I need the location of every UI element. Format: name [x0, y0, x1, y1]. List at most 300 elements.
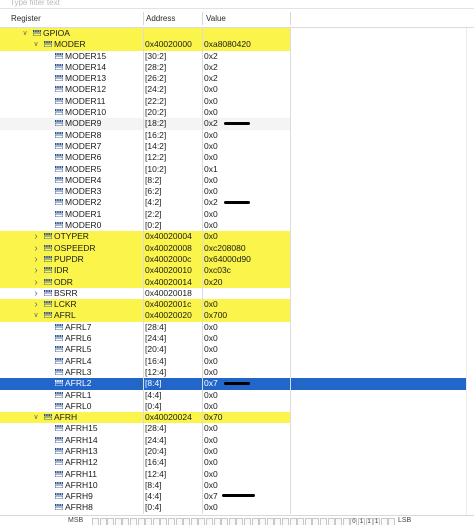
column-gridline	[202, 39, 203, 50]
register-name: MODER10	[65, 107, 107, 118]
tree-row[interactable]	[0, 412, 474, 423]
register-address: 0x40020000	[145, 39, 192, 50]
bitfield-icon	[55, 75, 63, 81]
register-name: MODER6	[65, 152, 102, 163]
tree-row[interactable]	[0, 164, 474, 175]
register-value[interactable]: 0x0	[204, 129, 218, 140]
register-name-cell	[0, 299, 143, 310]
bit-cell[interactable]	[229, 518, 236, 525]
register-address: [4:4]	[145, 389, 162, 400]
column-gridline	[202, 186, 203, 197]
tree-row[interactable]	[0, 344, 474, 355]
register-name-cell	[0, 186, 143, 197]
register-name-cell	[0, 84, 143, 95]
expand-chevron-icon[interactable]: ›	[34, 299, 38, 311]
register-value[interactable]: 0x0	[204, 434, 218, 445]
tree-row[interactable]	[0, 446, 474, 457]
column-gridline	[143, 333, 144, 344]
tree-row[interactable]	[0, 186, 474, 197]
register-name-cell	[0, 197, 143, 208]
tree-row[interactable]	[0, 367, 474, 378]
filter-input[interactable]	[10, 0, 310, 8]
column-gridline	[143, 73, 144, 84]
column-gridline	[290, 209, 291, 220]
register-icon	[44, 256, 52, 262]
register-value[interactable]: 0x0	[204, 344, 218, 355]
register-name: MODER14	[65, 61, 107, 72]
bit-cell[interactable]	[305, 518, 312, 525]
column-gridline	[143, 209, 144, 220]
register-icon	[44, 41, 52, 47]
register-value[interactable]: 0x2	[204, 197, 218, 208]
register-name-cell	[0, 401, 143, 412]
bit-cell[interactable]	[191, 518, 198, 525]
column-gridline	[143, 457, 144, 468]
column-gridline	[143, 446, 144, 457]
register-address: [4:2]	[145, 197, 162, 208]
column-gridline	[202, 356, 203, 367]
register-name: AFRH14	[65, 434, 98, 445]
register-address: 0x40020018	[145, 287, 192, 298]
column-gridline	[290, 344, 291, 355]
vertical-scrollbar[interactable]	[466, 28, 474, 515]
bit-cell[interactable]	[244, 518, 251, 525]
register-name: IDR	[54, 265, 69, 276]
bitfield-icon	[55, 324, 63, 330]
bitfield-icon	[55, 425, 63, 431]
tree-row[interactable]	[0, 130, 474, 141]
bitfield-icon	[55, 154, 63, 160]
register-icon	[44, 290, 52, 296]
register-icon	[44, 312, 52, 318]
tree-row[interactable]	[0, 209, 474, 220]
tree-row[interactable]	[0, 480, 474, 491]
expand-chevron-icon[interactable]: ›	[34, 265, 38, 277]
bit-cell[interactable]	[183, 518, 190, 525]
bit-cell[interactable]: 1	[359, 519, 364, 525]
column-gridline	[202, 435, 203, 446]
bit-cell[interactable]	[176, 518, 183, 525]
register-value[interactable]: 0x0	[204, 355, 218, 366]
register-name: MODER12	[65, 84, 107, 95]
expand-chevron-icon[interactable]: ›	[34, 253, 38, 265]
tree-row[interactable]	[0, 423, 474, 434]
column-gridline	[202, 175, 203, 186]
register-value[interactable]: 0x2	[204, 61, 218, 72]
column-gridline	[143, 197, 144, 208]
column-gridline	[202, 322, 203, 333]
register-name: AFRL3	[65, 366, 92, 377]
column-gridline	[143, 186, 144, 197]
register-value[interactable]: 0x0	[204, 95, 218, 106]
register-name: AFRL2	[65, 378, 92, 389]
register-address: [24:4]	[145, 434, 167, 445]
column-gridline	[202, 51, 203, 62]
column-gridline	[143, 491, 144, 502]
column-gridline	[290, 277, 291, 288]
collapse-chevron-icon[interactable]: ∨	[33, 414, 39, 422]
column-gridline	[290, 231, 291, 242]
register-name-cell	[0, 502, 143, 513]
register-name-cell	[0, 51, 143, 62]
bit-cell[interactable]	[198, 518, 205, 525]
column-gridline	[202, 152, 203, 163]
register-icon	[44, 245, 52, 251]
register-address: 0x40020014	[145, 276, 192, 287]
register-name-cell	[0, 265, 143, 276]
bit-cell[interactable]	[107, 518, 114, 525]
column-gridline	[290, 141, 291, 152]
filter-bar	[0, 0, 474, 9]
column-register[interactable]: Register	[11, 14, 41, 23]
register-name: MODER9	[65, 118, 102, 129]
register-value[interactable]: 0x0	[204, 445, 218, 456]
register-name-cell	[0, 231, 143, 242]
column-separator[interactable]	[143, 12, 144, 25]
column-gridline	[290, 412, 291, 423]
column-gridline	[202, 164, 203, 175]
register-value[interactable]: 0x2	[204, 50, 218, 61]
bitfield-icon	[55, 358, 63, 364]
register-address: [24:2]	[145, 84, 167, 95]
bit-cell[interactable]	[236, 518, 243, 525]
register-name-cell	[0, 288, 143, 299]
tree-row[interactable]	[0, 197, 474, 208]
bit-cell[interactable]	[100, 518, 107, 525]
column-gridline	[143, 412, 144, 423]
register-name-cell	[0, 39, 143, 50]
column-gridline	[202, 243, 203, 254]
column-gridline	[290, 62, 291, 73]
register-value[interactable]: 0x1	[204, 163, 218, 174]
bit-cell[interactable]: 1	[367, 519, 371, 525]
tree-row[interactable]	[0, 62, 474, 73]
column-gridline	[202, 446, 203, 457]
column-gridline	[143, 243, 144, 254]
column-gridline	[290, 299, 291, 310]
tree-row[interactable]	[0, 175, 474, 186]
tree-row[interactable]	[0, 231, 474, 242]
bit-cell[interactable]	[312, 518, 319, 525]
column-gridline	[290, 469, 291, 480]
bit-cell[interactable]	[214, 518, 221, 525]
column-gridline	[290, 39, 291, 50]
register-address: [16:4]	[145, 355, 167, 366]
register-name-cell	[0, 96, 143, 107]
bit-cell[interactable]	[388, 518, 395, 525]
collapse-chevron-icon[interactable]: ∨	[22, 30, 28, 37]
tree-row[interactable]	[0, 469, 474, 480]
register-name: AFRL0	[65, 400, 92, 411]
register-value[interactable]: 0x0	[204, 366, 218, 377]
register-name: MODER8	[65, 129, 102, 140]
register-name: ODR	[54, 276, 73, 287]
register-value[interactable]: 0x0	[204, 502, 218, 513]
column-value[interactable]: Value	[206, 14, 226, 23]
bit-cell[interactable]	[297, 518, 304, 525]
bit-cell[interactable]	[335, 518, 342, 525]
register-name: LCKR	[54, 299, 77, 310]
column-gridline	[290, 28, 291, 39]
column-header	[0, 9, 474, 28]
tree-row[interactable]	[0, 141, 474, 152]
tree-row[interactable]	[0, 491, 474, 502]
register-value[interactable]: 0x0	[204, 140, 218, 151]
expand-chevron-icon[interactable]: ›	[34, 242, 38, 254]
bit-cell[interactable]	[92, 518, 99, 525]
register-value[interactable]: 0x0	[204, 333, 218, 344]
register-address: 0x40020020	[145, 310, 192, 321]
tree-row[interactable]	[0, 457, 474, 468]
bit-cell[interactable]	[122, 518, 129, 525]
column-gridline	[290, 310, 291, 321]
register-name-cell	[0, 457, 143, 468]
column-gridline	[143, 322, 144, 333]
column-gridline	[290, 435, 291, 446]
bit-cell[interactable]	[153, 518, 160, 525]
column-gridline	[290, 491, 291, 502]
register-icon	[44, 301, 52, 307]
bit-cell[interactable]	[138, 518, 145, 525]
register-name: AFRL	[54, 310, 76, 321]
register-name: AFRL7	[65, 321, 92, 332]
tree-row[interactable]	[0, 39, 474, 50]
column-gridline	[143, 288, 144, 299]
bit-cell[interactable]	[160, 518, 167, 525]
register-name-cell	[0, 333, 143, 344]
column-gridline	[202, 107, 203, 118]
column-gridline	[143, 62, 144, 73]
tree-row[interactable]	[0, 96, 474, 107]
bitfield-icon	[55, 53, 63, 59]
column-gridline	[202, 378, 203, 389]
column-gridline	[202, 28, 203, 39]
register-name: MODER3	[65, 186, 102, 197]
bit-cell[interactable]	[221, 518, 228, 525]
register-value[interactable]	[202, 28, 290, 39]
register-value[interactable]: 0x0	[204, 400, 218, 411]
tree-row[interactable]	[0, 51, 474, 62]
tree-row[interactable]	[0, 73, 474, 84]
register-name-cell	[0, 130, 143, 141]
column-gridline	[202, 457, 203, 468]
tree-row[interactable]	[0, 390, 474, 401]
bit-cell[interactable]	[267, 518, 274, 525]
column-address[interactable]: Address	[146, 14, 176, 23]
register-value[interactable]: 0x0	[204, 423, 218, 434]
register-value[interactable]: 0x7	[204, 378, 218, 389]
register-value[interactable]	[202, 288, 290, 299]
tree-row[interactable]	[0, 502, 474, 513]
column-gridline	[290, 51, 291, 62]
register-value[interactable]: 0x0	[204, 468, 218, 479]
msb-label: MSB	[68, 517, 84, 524]
bitfield-icon	[55, 109, 63, 115]
register-name: MODER13	[65, 73, 107, 84]
tree-row[interactable]	[0, 356, 474, 367]
bitfield-icon	[55, 380, 63, 386]
column-gridline	[202, 502, 203, 513]
column-gridline	[290, 265, 291, 276]
bit-cell[interactable]	[145, 518, 152, 525]
column-separator[interactable]	[290, 12, 291, 25]
expand-chevron-icon[interactable]: ›	[34, 276, 38, 288]
register-address: 0x40020024	[145, 412, 192, 423]
column-gridline	[290, 243, 291, 254]
bitfield-icon	[55, 211, 63, 217]
register-value[interactable]: 0x0	[204, 152, 218, 163]
register-icon	[44, 233, 52, 239]
tree-row[interactable]	[0, 84, 474, 95]
bit-cell[interactable]	[274, 518, 281, 525]
tree-row[interactable]	[0, 254, 474, 265]
column-gridline	[290, 73, 291, 84]
column-gridline	[290, 288, 291, 299]
register-name: OTYPER	[54, 231, 89, 242]
tree-row[interactable]	[0, 107, 474, 118]
redaction-mark	[224, 382, 250, 385]
bit-cell[interactable]	[259, 518, 266, 525]
tree-row[interactable]	[0, 243, 474, 254]
register-value[interactable]: 0x0	[204, 220, 218, 231]
register-icon	[44, 267, 52, 273]
tree-row[interactable]	[0, 401, 474, 412]
register-value[interactable]: 0x7	[204, 491, 218, 502]
tree-row[interactable]	[0, 310, 474, 321]
register-value[interactable]: 0x2	[204, 73, 218, 84]
register-value[interactable]: 0x0	[204, 231, 218, 242]
column-gridline	[202, 197, 203, 208]
bit-cell[interactable]	[168, 518, 175, 525]
register-address: [28:4]	[145, 321, 167, 332]
register-value[interactable]: 0xc208080	[204, 242, 246, 253]
column-gridline	[143, 141, 144, 152]
register-value[interactable]: 0x0	[204, 321, 218, 332]
register-address: [8:2]	[145, 174, 162, 185]
register-name-cell	[0, 107, 143, 118]
register-value[interactable]: 0x0	[204, 299, 218, 310]
register-name: MODER4	[65, 174, 102, 185]
column-separator[interactable]	[202, 12, 203, 25]
register-address: [10:2]	[145, 163, 167, 174]
register-value[interactable]: 0x20	[204, 276, 223, 287]
register-address: [8:4]	[145, 479, 162, 490]
tree-row[interactable]	[0, 333, 474, 344]
bitfield-icon	[55, 64, 63, 70]
tree-row[interactable]	[0, 220, 474, 231]
bit-cell[interactable]	[115, 518, 122, 525]
bitfield-icon	[55, 448, 63, 454]
register-name: AFRL5	[65, 344, 92, 355]
collapse-chevron-icon[interactable]: ∨	[33, 41, 39, 49]
register-value[interactable]: 0x64000d90	[204, 253, 251, 264]
column-gridline	[290, 401, 291, 412]
register-value[interactable]: 0x70	[204, 412, 223, 423]
tree-row[interactable]	[0, 322, 474, 333]
column-gridline	[143, 344, 144, 355]
tree-row[interactable]	[0, 265, 474, 276]
column-gridline	[143, 390, 144, 401]
tree-row[interactable]	[0, 118, 474, 129]
register-name-cell	[0, 175, 143, 186]
bit-cell[interactable]	[343, 518, 350, 525]
register-value[interactable]: 0xa8080420	[204, 39, 251, 50]
bit-cell[interactable]: 0	[352, 519, 356, 525]
tree-row[interactable]	[0, 378, 474, 389]
column-gridline	[290, 322, 291, 333]
register-name-cell	[0, 446, 143, 457]
bit-cell[interactable]	[381, 518, 388, 525]
column-gridline	[290, 118, 291, 129]
tree-row[interactable]	[0, 288, 474, 299]
register-value[interactable]: 0x0	[204, 389, 218, 400]
register-value[interactable]: 0x0	[204, 479, 218, 490]
bit-cell[interactable]	[252, 518, 259, 525]
register-value[interactable]: 0x0	[204, 84, 218, 95]
register-address: [12:4]	[145, 366, 167, 377]
register-value[interactable]: 0x0	[204, 107, 218, 118]
register-address: [0:4]	[145, 400, 162, 411]
tree-row[interactable]	[0, 152, 474, 163]
tree-row[interactable]	[0, 277, 474, 288]
column-gridline	[202, 412, 203, 423]
register-value[interactable]: 0x0	[204, 457, 218, 468]
column-gridline	[202, 231, 203, 242]
register-address: [28:4]	[145, 423, 167, 434]
bit-cell[interactable]: 1	[375, 519, 379, 525]
register-address: [26:2]	[145, 73, 167, 84]
column-gridline	[143, 480, 144, 491]
register-value[interactable]: 0xc03c	[204, 265, 231, 276]
bitfield-icon	[55, 177, 63, 183]
column-gridline	[143, 28, 144, 39]
column-gridline	[290, 367, 291, 378]
bit-cell[interactable]	[282, 518, 289, 525]
bitfield-icon	[55, 222, 63, 228]
column-gridline	[202, 118, 203, 129]
tree-row[interactable]	[0, 435, 474, 446]
column-gridline	[290, 254, 291, 265]
register-name-cell	[0, 141, 143, 152]
expand-chevron-icon[interactable]: ›	[34, 231, 38, 243]
bit-cell[interactable]	[320, 518, 327, 525]
column-gridline	[143, 231, 144, 242]
column-gridline	[143, 254, 144, 265]
register-value[interactable]: 0x700	[204, 310, 228, 321]
register-value[interactable]: 0x2	[204, 118, 218, 129]
column-gridline	[143, 152, 144, 163]
bitfield-icon	[55, 120, 63, 126]
register-value[interactable]: 0x0	[204, 174, 218, 185]
column-gridline	[202, 62, 203, 73]
bitfield-icon	[55, 132, 63, 138]
column-gridline	[143, 164, 144, 175]
register-address: [8:4]	[145, 378, 162, 389]
column-gridline	[290, 130, 291, 141]
bit-cell[interactable]	[130, 518, 137, 525]
register-tree	[0, 28, 474, 514]
tree-row[interactable]	[0, 299, 474, 310]
register-value[interactable]: 0x0	[204, 186, 218, 197]
collapse-chevron-icon[interactable]: ∨	[33, 312, 39, 320]
tree-row[interactable]	[0, 28, 474, 39]
bit-cell[interactable]	[328, 518, 335, 525]
register-value[interactable]: 0x0	[204, 208, 218, 219]
bit-cell[interactable]	[206, 518, 213, 525]
register-name: AFRH9	[65, 491, 93, 502]
expand-chevron-icon[interactable]: ›	[34, 287, 38, 299]
bit-cell[interactable]	[290, 518, 297, 525]
